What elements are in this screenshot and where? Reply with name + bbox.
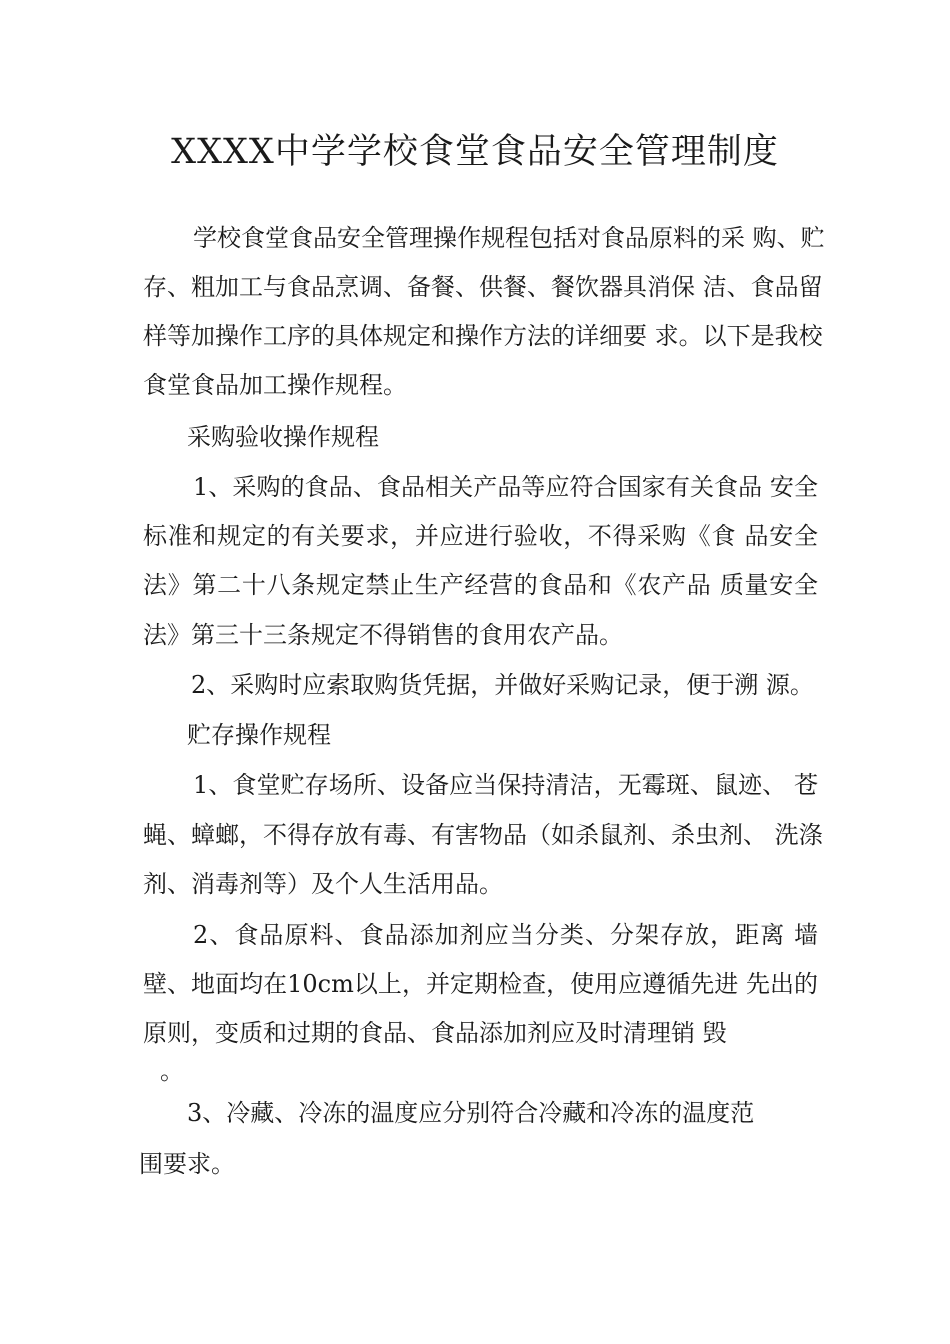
- section-heading: 贮存操作规程: [187, 721, 331, 749]
- body-line: 学校食堂食品安全管理操作规程包括对食品原料的采 购、贮: [193, 224, 825, 252]
- body-line: 标准和规定的有关要求，并应进行验收，不得采购《食 品安全: [143, 522, 818, 550]
- document-title: XXXX中学学校食堂食品安全管理制度: [171, 132, 779, 172]
- body-line: 剂、消毒剂等）及个人生活用品。: [143, 870, 503, 898]
- body-line: 法》第二十八条规定禁止生产经营的食品和《农产品 质量安全: [143, 571, 818, 599]
- body-line: 。: [160, 1057, 184, 1085]
- body-line: 样等加操作工序的具体规定和操作方法的详细要 求。以下是我校: [143, 322, 823, 350]
- body-line: 1、食堂贮存场所、设备应当保持清洁，无霉斑、鼠迹、 苍: [193, 771, 818, 799]
- body-line: 蝇、蟑螂，不得存放有毒、有害物品（如杀鼠剂、杀虫剂、 洗涤: [143, 821, 823, 849]
- body-line: 壁、地面均在10cm以上，并定期检查，使用应遵循先进 先出的: [143, 970, 818, 998]
- body-line: 3、冷藏、冷冻的温度应分别符合冷藏和冷冻的温度范: [187, 1099, 755, 1127]
- body-line: 存、粗加工与食品烹调、备餐、供餐、餐饮器具消保 洁、食品留: [143, 273, 823, 301]
- section-heading: 采购验收操作规程: [187, 423, 379, 451]
- body-line: 2、采购时应索取购货凭据，并做好采购记录，便于溯 源。: [191, 671, 814, 699]
- body-line: 食堂食品加工操作规程。: [143, 371, 407, 399]
- body-line: 2、食品原料、食品添加剂应当分类、分架存放，距离 墙: [193, 921, 818, 949]
- body-line: 法》第三十三条规定不得销售的食用农产品。: [143, 621, 623, 649]
- body-line: 围要求。: [139, 1150, 235, 1178]
- body-line: 1、采购的食品、食品相关产品等应符合国家有关食品 安全: [193, 473, 818, 501]
- body-line: 原则，变质和过期的食品、食品添加剂应及时清理销 毁: [143, 1019, 727, 1047]
